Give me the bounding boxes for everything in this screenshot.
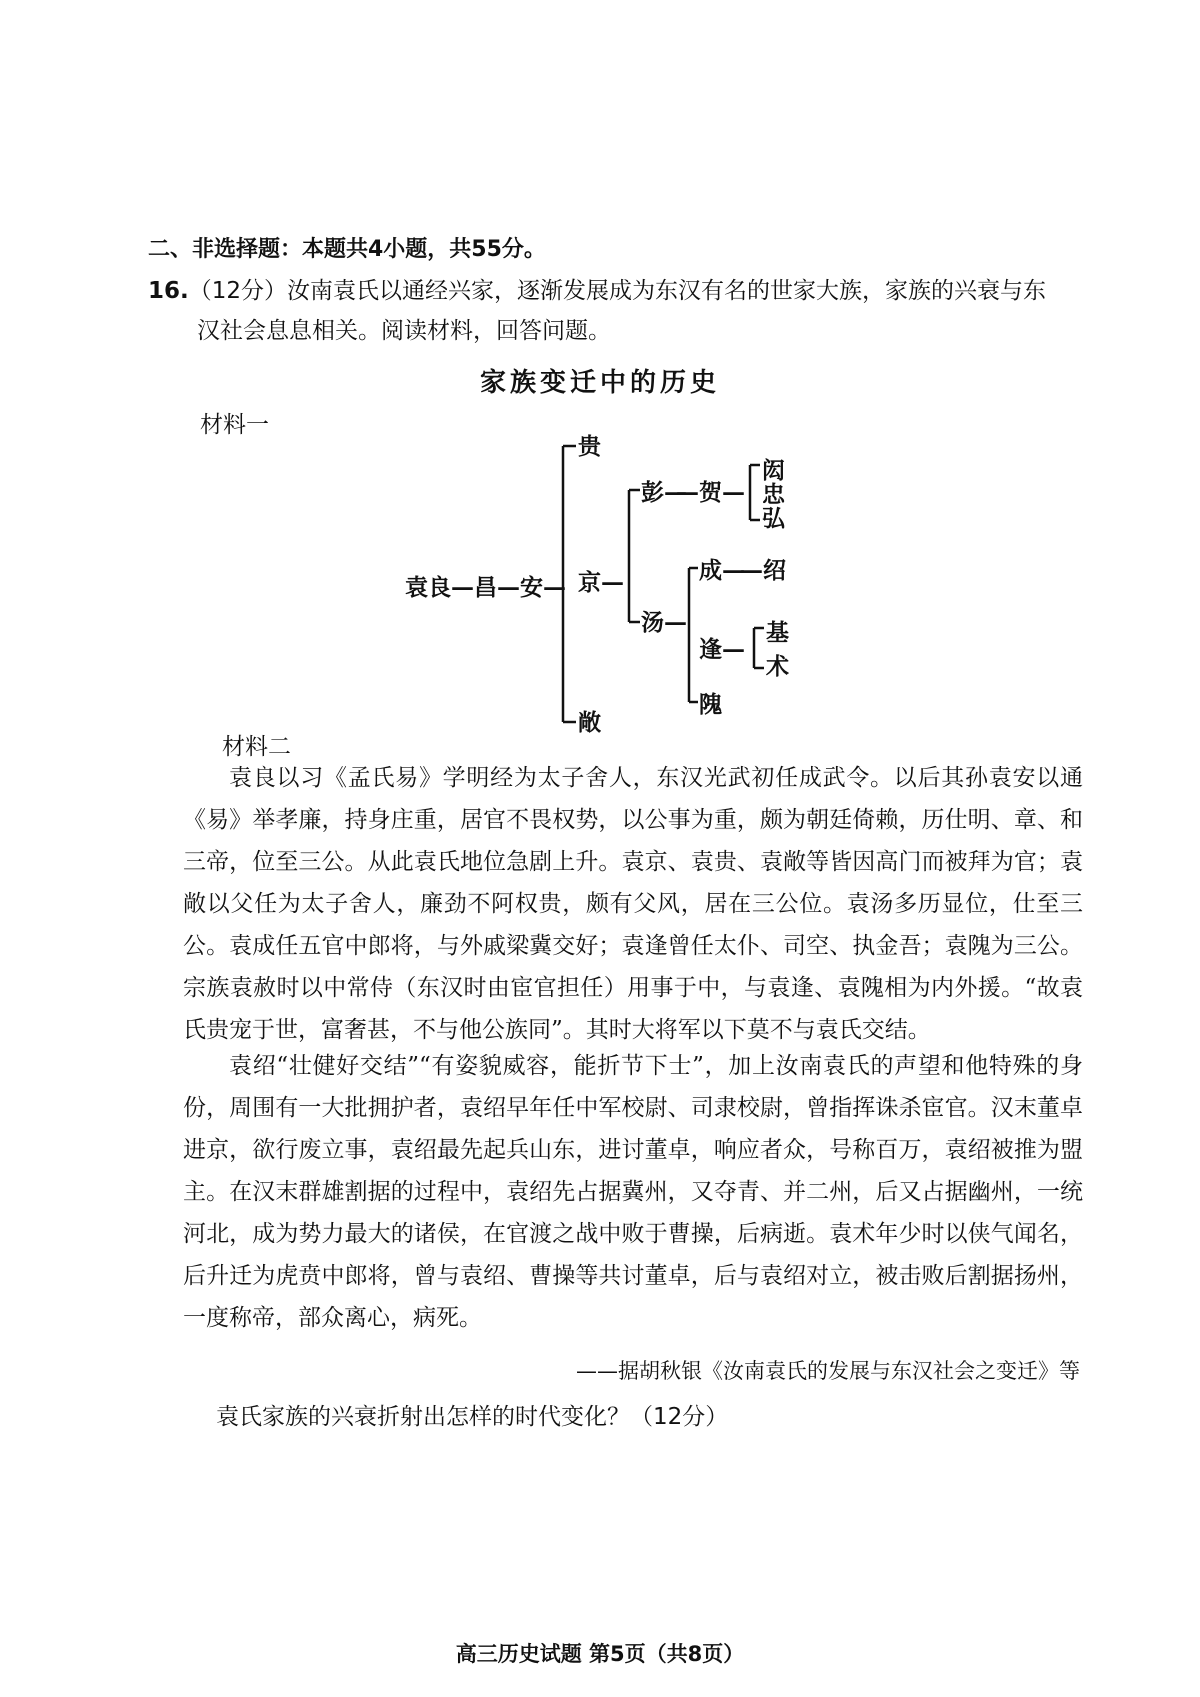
question-intro-line2: 汉社会息息相关。阅读材料，回答问题。 xyxy=(197,318,611,344)
tree-node-peng: 彭— xyxy=(641,479,687,506)
tree-root-chain: 袁良—昌—安— xyxy=(405,574,566,601)
tree-node-shao: —绍 xyxy=(740,557,786,584)
tree-node-jing: 京— xyxy=(578,569,624,596)
tree-node-ji: 基 xyxy=(766,619,789,646)
tree-node-chang: 敞 xyxy=(578,709,601,736)
page-footer: 高三历史试题 第5页（共8页） xyxy=(455,1642,745,1666)
question-intro-line1: （12分）汝南袁氏以通经兴家，逐渐发展成为东汉有名的世家大族，家族的兴衰与东 xyxy=(188,278,1047,304)
tree-node-hong: 闳 xyxy=(762,457,785,484)
section-header: 二、非选择题：本题共4小题，共55分。 xyxy=(148,237,546,262)
material2-paragraph2: 袁绍“壮健好交结”“有姿貌威容，能折节下士”，加上汝南袁氏的声望和他特殊的身份，周围有一大批拥护者，袁绍早年任中军校尉、司隶校尉，曾指挥诛杀宦官。汉末董卓进京，欲行废立事，袁绍最先起兵山东，进讨董卓，响应者众，号称百万，袁绍被推为盟主。在汉末群雄割据的过程中，袁绍先占据冀州，又夺青、并二州，后又占据幽州，一统河北，成为势力最大的诸侯，在官渡之战中败于曹操，后病逝。袁术年少时以侠气闻名，后升迁为虎贲中郎将，曾与袁绍、曹操等共讨董卓，后与袁绍对立，被击败后割据扬州，一度称帝，部众离心，病死。 xyxy=(183,1053,1083,1331)
material2-source: ——据胡秋银《汝南袁氏的发展与东汉社会之变迁》等 xyxy=(576,1359,1080,1383)
material2-paragraph1: 袁良以习《孟氏易》学明经为太子舍人，东汉光武初任成武令。以后其孙袁安以通《易》举孝廉，持身庄重，居官不畏权势，以公事为重，颇为朝廷倚赖，历仕明、章、和三帝，位至三公。从此袁氏地位急剧上升。袁京、袁贵、袁敞等皆因高门而被拜为官；袁敞以父任为太子舍人，廉劲不阿权贵，颇有父风，居在三公位。袁汤多历显位，仕至三公。袁成任五官中郎将，与外戚梁冀交好；袁逢曾任太仆、司空、执金吾；袁隗为三公。宗族袁赦时以中常侍（东汉时由宦官担任）用事于中，与袁逢、袁隗相为内外援。“故袁氏贵宠于世，富奢甚，不与他公族同”。其时大将军以下莫不与袁氏交结。 xyxy=(183,765,1083,1043)
tree-node-he: —贺— xyxy=(676,479,745,506)
tree-node-zhong: 忠 xyxy=(762,481,785,508)
material1-label: 材料一 xyxy=(200,412,269,438)
tree-node-feng: 逢— xyxy=(699,636,745,663)
tree-node-shu: 术 xyxy=(766,653,789,680)
tree-node-cheng: 成— xyxy=(699,557,745,584)
tree-node-hong2: 弘 xyxy=(762,505,785,532)
tree-node-tang: 汤— xyxy=(641,609,687,636)
question-prompt: 袁氏家族的兴衰折射出怎样的时代变化？（12分） xyxy=(216,1404,729,1430)
material2-label: 材料二 xyxy=(222,734,291,760)
question-number: 16. xyxy=(148,278,189,304)
material-title: 家族变迁中的历史 xyxy=(479,368,720,398)
tree-node-gui: 贵 xyxy=(578,433,601,460)
tree-node-wei: 隗 xyxy=(699,691,722,718)
